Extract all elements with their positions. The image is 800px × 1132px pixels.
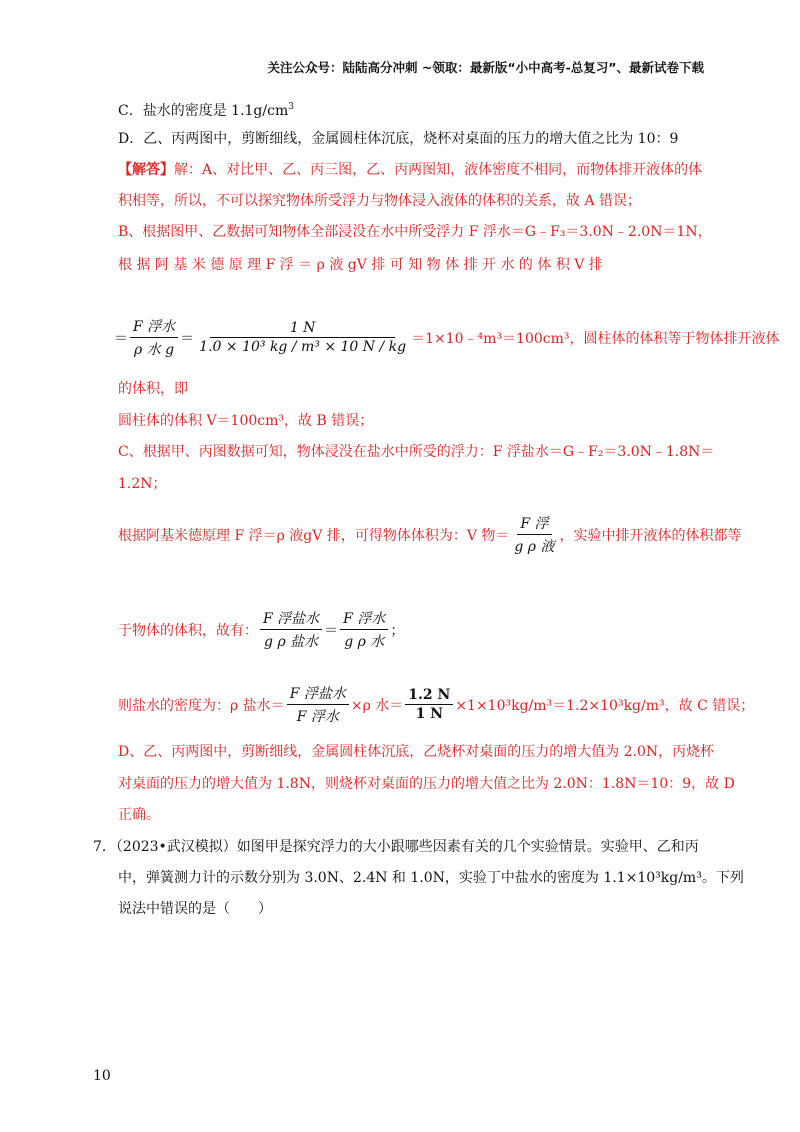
fraction-salt-water: $\frac{\text{F 浮盐水}}{\text{g ρ 盐水}}$ <box>260 608 322 651</box>
answer-b-line3: 的体积，即 <box>118 381 188 397</box>
answer-c-line5: 则盐水的密度为：ρ 盐水＝ $\frac{\text{F 浮盐水}}{\text{F 浮水}}$ ×ρ 水＝ $\frac{1.2 N}{1 N}$ ×1×10³kg/m³＝1.2×10³kg/m³，故 C 错误； <box>118 683 754 726</box>
fraction-volume: $\frac{\text{F 浮}}{\text{g ρ 液}}$ <box>511 513 557 556</box>
answer-c-line3: 根据阿基米德原理 F 浮＝ρ 液gV 排，可得物体体积为：V 物＝ $\frac{\text{F 浮}}{\text{g ρ 液}}$ ，实验中排开液体的体积都等 <box>118 513 741 556</box>
fraction-f-over-rho-g: $\frac{\text{F 浮水}}{\text{ρ 水 g}}$ <box>130 316 178 359</box>
question-7-line2: 中，弹簧测力计的示数分别为 3.0N、2.4N 和 1.0N，实验丁中盐水的密度为 1.1×10³kg/m³。下列 <box>118 870 744 886</box>
answer-b-line1: B、根据图甲、乙数据可知物体全部浸没在水中所受浮力 F 浮水＝G﹣F₃＝3.0N﹣2.0N＝1N， <box>118 224 712 240</box>
option-c-text: C．盐水的密度是 1.1g/cm <box>118 103 289 119</box>
question-7-line1: 7．（2023•武汉模拟）如图甲是探究浮力的大小跟哪些因素有关的几个实验情景。实验甲、乙和丙 <box>93 839 699 855</box>
answer-a-text1: 解：A、对比甲、乙、丙三图，乙、丙两图知，液体密度不相同，而物体排开液体的体 <box>174 162 703 178</box>
fraction-water: $\frac{\text{F 浮水}}{\text{g ρ 水}}$ <box>340 608 388 651</box>
answer-a-line1 <box>118 160 702 180</box>
option-d: D．乙、丙两图中，剪断细线，金属圆柱体沉底，烧杯对桌面的压力的增大值之比为 10：9 <box>118 131 679 147</box>
answer-c-line2: 1.2N； <box>118 476 167 492</box>
fraction-force-ratio: $\frac{1.2 N}{1 N}$ <box>405 687 453 722</box>
option-c <box>118 97 294 121</box>
answer-tag: 【解答】 <box>118 162 174 178</box>
page-header: 关注公众号：陆陆高分冲刺 ~领取：最新版“小中高考-总复习”、最新试卷下载 <box>267 60 704 75</box>
answer-b-line4: 圆柱体的体积 V＝100cm³，故 B 错误； <box>118 413 374 429</box>
answer-c-line4: 于物体的体积，故有： $\frac{\text{F 浮盐水}}{\text{g ρ 盐水}}$ ＝ $\frac{\text{F 浮水}}{\text{g ρ 水}}$ ； <box>118 608 404 651</box>
equation-b-result: ＝1×10﹣⁴m³＝100cm³，圆柱体的体积等于物体排开液体 <box>411 330 780 347</box>
answer-d-line3: 正确。 <box>118 807 160 823</box>
fraction-buoyancy-ratio: $\frac{\text{F 浮盐水}}{\text{F 浮水}}$ <box>287 683 349 726</box>
answer-d-line1: D、乙、丙两图中，剪断细线，金属圆柱体沉底，乙烧杯对桌面的压力的增大值为 2.0N，丙烧杯 <box>118 744 715 760</box>
question-7-line3: 说法中错误的是（ ） <box>118 901 272 917</box>
answer-a-line2: 积相等，所以，不可以探究物体所受浮力与物体浸入液体的体积的关系，故 A 错误； <box>118 193 642 209</box>
fraction-numeric: $\frac{1 N}{\text{1.0 × 10³ kg / m³ × 10 N / kg}}$ <box>199 320 407 355</box>
answer-c-line1: C、根据甲、丙图数据可知，物体浸没在盐水中所受的浮力：F 浮盐水＝G﹣F₂＝3.0N﹣1.8N＝ <box>118 444 715 460</box>
answer-d-line2: 对桌面的压力的增大值为 1.8N，则烧杯对桌面的压力的增大值之比为 2.0N：1.8N＝10：9，故 D <box>118 776 735 792</box>
answer-b-line2: 根 据 阿 基 米 德 原 理 F 浮 ＝ ρ 液 gV 排 可 知 物 体 排 开 水 的 体 积 V 排 <box>118 257 603 273</box>
option-c-sup: 3 <box>288 102 294 112</box>
equation-b: ＝ $\frac{\text{F 浮水}}{\text{ρ 水 g}}$ ＝ $\frac{1 N}{\text{1.0 × 10³ kg / m³ × 10 N / kg}}$ ＝1×10﹣⁴m³＝100cm³，圆柱体的体积等于物体排开液体 <box>114 316 780 359</box>
page-number: 10 <box>93 1068 111 1084</box>
